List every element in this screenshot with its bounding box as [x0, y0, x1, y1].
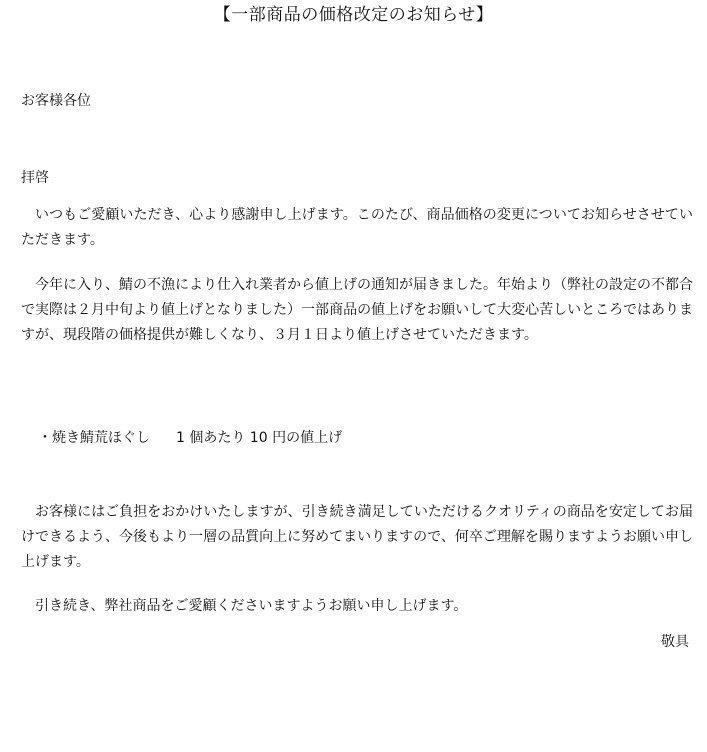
- closing-salutation: 敬具: [661, 634, 689, 650]
- reason-paragraph: 今年に入り、鯖の不漁により仕入れ業者から値上げの通知が届きました。年始より（弊社の設定の不都合で実際は２月中旬より値上げとなりました）一部商品の値上げをお願いして大変心苦しいところではありますが、現段階の価格提供が難しくなり、３月１日より値上げさせていただきます。: [21, 277, 693, 343]
- price-change-product: ・焼き鯖荒ほぐし: [38, 430, 150, 446]
- intro-paragraph: いつもご愛顧いただき、心より感謝申し上げます。このたび、商品価格の変更についてお知らせさせていただきます。: [21, 207, 693, 248]
- thanks-paragraph: 引き続き、弊社商品をご愛顧くださいますようお願い申し上げます。: [35, 598, 468, 614]
- request-paragraph: お客様にはご負担をおかけいたしますが、引き続き満足していただけるクオリティの商品を安定してお届けできるよう、今後もより一層の品質向上に努めてまいりますので、何卒ご理解を賜りますようお願い申し上げます。: [21, 504, 693, 570]
- price-change-item: [38, 428, 342, 448]
- price-change-detail: 1 個あたり 10 円の値上げ: [176, 430, 343, 446]
- opening-salutation: 拝啓: [21, 170, 49, 186]
- addressee: お客様各位: [21, 93, 91, 109]
- document-title: 【一部商品の価格改定のお知らせ】: [213, 5, 494, 25]
